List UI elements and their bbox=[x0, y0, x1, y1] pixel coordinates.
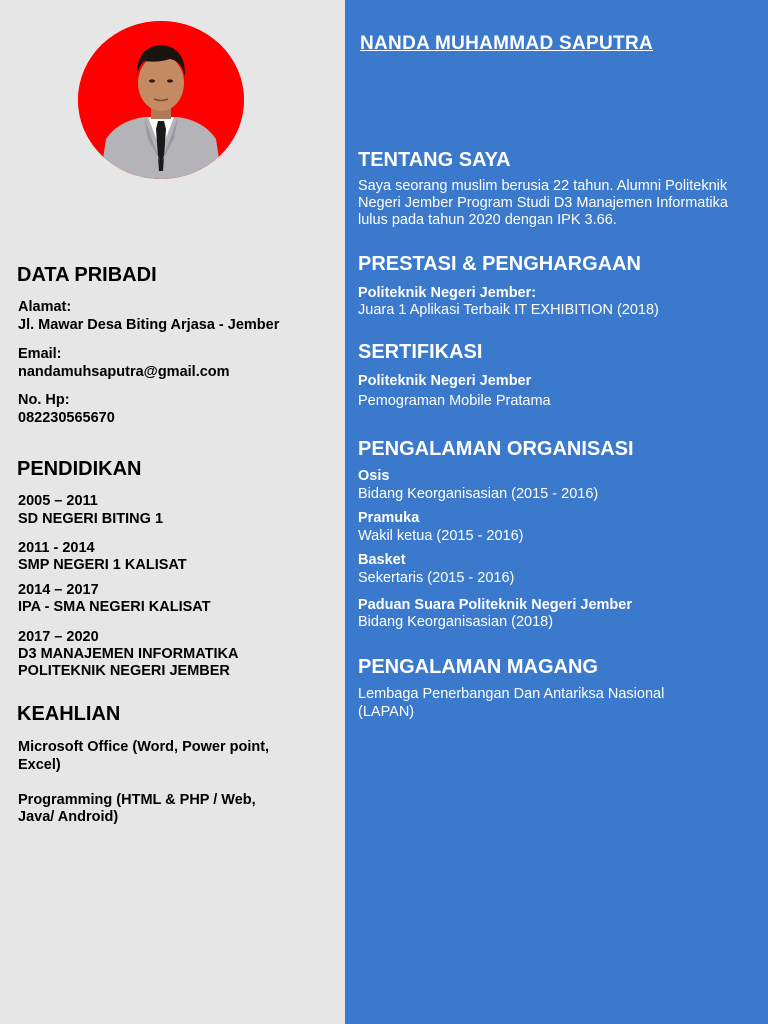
organization-name: Osis bbox=[358, 468, 390, 484]
education-school: SD NEGERI BITING 1 bbox=[18, 511, 164, 527]
email-label: Email: bbox=[18, 346, 62, 362]
tentang-heading: TENTANG SAYA bbox=[358, 149, 511, 171]
organization-role: Bidang Keorganisasian (2018) bbox=[358, 614, 554, 630]
email-value: nandamuhsaputra@gmail.com bbox=[18, 364, 230, 380]
skill-item: Microsoft Office (Word, Power point, bbox=[18, 739, 270, 755]
alamat-label: Alamat: bbox=[18, 299, 72, 315]
alamat-value: Jl. Mawar Desa Biting Arjasa - Jember bbox=[18, 317, 280, 333]
education-year: 2005 – 2011 bbox=[18, 493, 98, 509]
organisasi-heading: PENGALAMAN ORGANISASI bbox=[358, 438, 634, 460]
pendidikan-heading: PENDIDIKAN bbox=[17, 458, 142, 480]
organization-role: Bidang Keorganisasian (2015 - 2016) bbox=[358, 486, 599, 502]
hp-label: No. Hp: bbox=[18, 392, 70, 408]
hp-value: 082230565670 bbox=[18, 410, 115, 426]
organization-name: Paduan Suara Politeknik Negeri Jember bbox=[358, 597, 632, 613]
sertifikasi-item: Pemograman Mobile Pratama bbox=[358, 393, 551, 409]
education-school: POLITEKNIK NEGERI JEMBER bbox=[18, 663, 230, 679]
organization-name: Pramuka bbox=[358, 510, 420, 526]
prestasi-heading: PRESTASI & PENGHARGAAN bbox=[358, 253, 641, 275]
magang-text: Lembaga Penerbangan Dan Antariksa Nasional bbox=[358, 686, 665, 702]
skill-item: Excel) bbox=[18, 757, 61, 773]
education-year: 2017 – 2020 bbox=[18, 629, 99, 645]
organization-role: Wakil ketua (2015 - 2016) bbox=[358, 528, 524, 544]
skill-item: Java/ Android) bbox=[18, 809, 119, 825]
education-year: 2014 – 2017 bbox=[18, 582, 99, 598]
education-school: SMP NEGERI 1 KALISAT bbox=[18, 557, 187, 573]
full-name: NANDA MUHAMMAD SAPUTRA bbox=[360, 33, 653, 54]
organization-role: Sekertaris (2015 - 2016) bbox=[358, 570, 515, 586]
education-school: IPA - SMA NEGERI KALISAT bbox=[18, 599, 211, 615]
tentang-text: lulus pada tahun 2020 dengan IPK 3.66. bbox=[358, 212, 617, 228]
education-year: 2011 - 2014 bbox=[18, 540, 95, 556]
prestasi-item: Juara 1 Aplikasi Terbaik IT EXHIBITION (2018) bbox=[358, 302, 659, 318]
data-pribadi-heading: DATA PRIBADI bbox=[17, 264, 157, 286]
magang-heading: PENGALAMAN MAGANG bbox=[358, 656, 598, 678]
education-school: D3 MANAJEMEN INFORMATIKA bbox=[18, 646, 239, 662]
profile-photo bbox=[78, 21, 244, 179]
sertifikasi-heading: SERTIFIKASI bbox=[358, 341, 483, 363]
tentang-text: Saya seorang muslim berusia 22 tahun. Alumni Politeknik bbox=[358, 178, 728, 194]
skill-item: Programming (HTML & PHP / Web, bbox=[18, 792, 256, 808]
keahlian-heading: KEAHLIAN bbox=[17, 703, 121, 725]
magang-text: (LAPAN) bbox=[358, 704, 415, 720]
tentang-text: Negeri Jember Program Studi D3 Manajemen Informatika bbox=[358, 195, 728, 211]
organization-name: Basket bbox=[358, 552, 406, 568]
prestasi-org: Politeknik Negeri Jember: bbox=[358, 285, 537, 301]
sertifikasi-org: Politeknik Negeri Jember bbox=[358, 373, 532, 389]
